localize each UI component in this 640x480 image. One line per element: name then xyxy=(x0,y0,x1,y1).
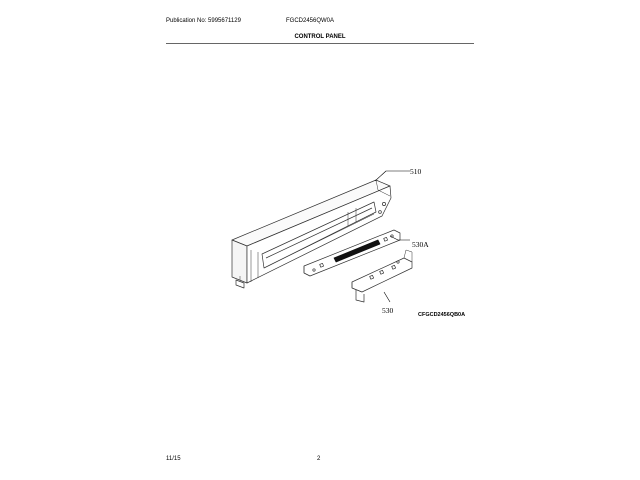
callout-510: 510 xyxy=(410,167,422,176)
footer-date: 11/15 xyxy=(166,456,181,462)
leader-line-510 xyxy=(375,171,410,181)
board-bracket xyxy=(352,250,412,302)
leader-line-530 xyxy=(384,292,390,302)
page-number: 2 xyxy=(317,456,321,462)
publication-number: Publication No: 5995671129 xyxy=(166,18,241,24)
section-title: CONTROL PANEL xyxy=(294,34,346,40)
callout-530a: 530A xyxy=(412,240,429,249)
figure-code: CFGCD2456QB0A xyxy=(418,312,466,318)
callout-530: 530 xyxy=(382,306,394,315)
model-number: FGCD2456QW0A xyxy=(286,18,335,24)
